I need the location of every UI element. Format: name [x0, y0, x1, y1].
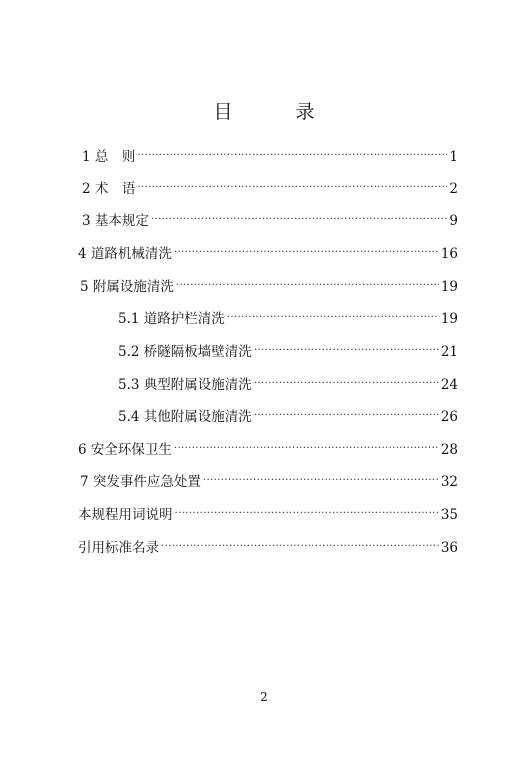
toc-entry-referenced-standards[interactable]: [78, 534, 458, 557]
toc-entry-label: 3 基本规定: [82, 213, 149, 229]
toc-entry-7[interactable]: [80, 468, 458, 491]
toc-entry-page: 28: [440, 442, 458, 458]
page-number: 2: [260, 690, 268, 704]
toc-entry-page: 35: [440, 507, 458, 523]
toc-entry-page: 19: [440, 311, 458, 327]
toc-entry-4[interactable]: [78, 240, 458, 263]
toc-entry-label: 引用标准名录: [78, 540, 159, 556]
toc-entry-page: 36: [440, 540, 458, 556]
toc-entry-3[interactable]: [82, 207, 458, 230]
toc-dot-leader: [203, 468, 439, 486]
toc-entry-1[interactable]: [82, 143, 458, 166]
toc-entry-2[interactable]: [82, 175, 458, 198]
toc-entry-5-3[interactable]: [118, 371, 458, 394]
toc-dot-leader: [254, 338, 439, 356]
toc-entry-page: 32: [440, 474, 458, 490]
toc-dot-leader: [151, 207, 448, 225]
toc-entry-label: 5.1 道路护栏清洗: [118, 311, 225, 327]
toc-entry-label: 7 突发事件应急处置: [80, 474, 201, 490]
toc-dot-leader: [227, 305, 439, 323]
toc-entry-5-4[interactable]: [118, 403, 458, 426]
toc-entry-label: 6 安全环保卫生: [78, 442, 172, 458]
toc-dot-leader: [174, 240, 439, 258]
toc-entry-5-1[interactable]: [118, 305, 458, 328]
toc-entry-5[interactable]: [80, 273, 458, 296]
toc-dot-leader: [254, 403, 439, 421]
toc-dot-leader: [161, 534, 439, 552]
page-title: 目 录: [213, 101, 337, 123]
toc-entry-5-2[interactable]: [118, 338, 458, 361]
toc-entry-page: 21: [440, 344, 458, 360]
toc-entry-label: 5.3 典型附属设施清洗: [118, 377, 252, 393]
toc-dot-leader: [137, 175, 447, 193]
toc-dot-leader: [254, 371, 439, 389]
toc-entry-label: 1 总 则: [82, 149, 136, 165]
toc-dot-leader: [176, 273, 439, 291]
toc-entry-page: 24: [440, 377, 458, 393]
toc-entry-page: 26: [440, 409, 458, 425]
toc-entry-label: 5.2 桥隧隔板墙壁清洗: [118, 344, 252, 360]
toc-dot-leader: [174, 436, 439, 454]
toc-entry-label: 4 道路机械清洗: [78, 246, 172, 262]
toc-dot-leader: [175, 501, 439, 519]
toc-entry-6[interactable]: [78, 436, 458, 459]
toc-entry-page: 19: [440, 279, 458, 295]
toc-entry-label: 5.4 其他附属设施清洗: [118, 409, 252, 425]
toc-entry-page: 2: [449, 181, 458, 197]
toc-entry-page: 16: [440, 246, 458, 262]
toc-entry-usage-notes[interactable]: [78, 501, 458, 524]
toc-entry-label: 2 术 语: [82, 181, 136, 197]
toc-entry-page: 1: [449, 149, 458, 165]
toc-entry-label: 5 附属设施清洗: [80, 279, 174, 295]
toc-entry-page: 9: [449, 213, 458, 229]
toc-dot-leader: [137, 143, 447, 161]
toc-entry-label: 本规程用词说明: [78, 507, 173, 523]
